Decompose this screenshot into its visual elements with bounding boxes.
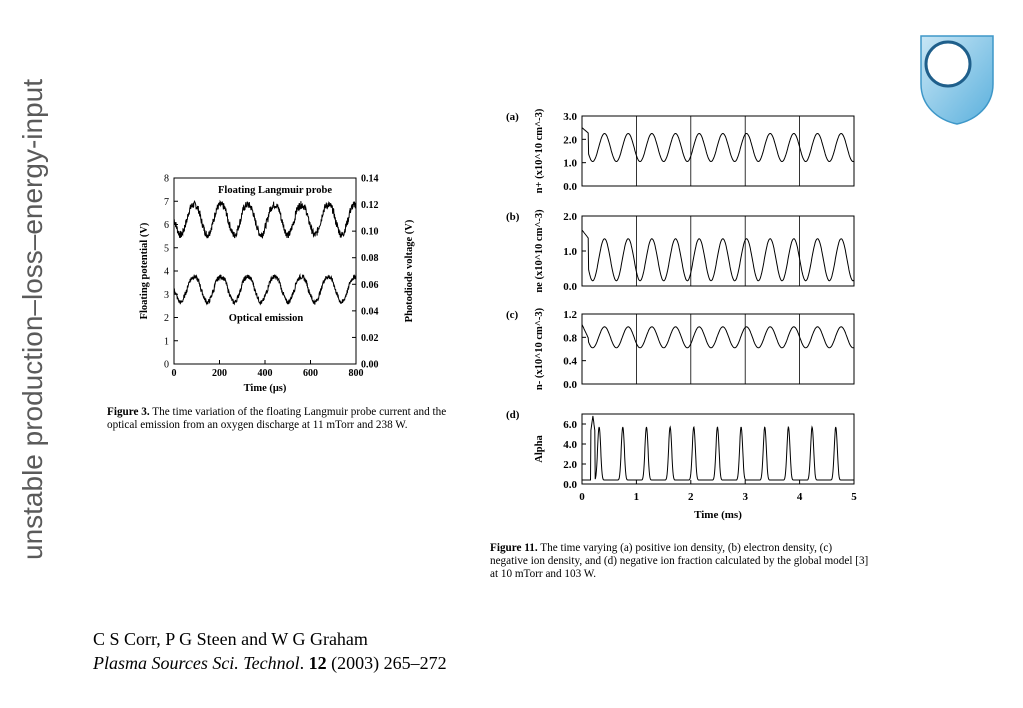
figure11-panel-label: (b) — [506, 211, 520, 223]
citation-volume: 12 — [308, 653, 327, 673]
figure3-ytick-label: 5 — [164, 243, 169, 255]
figure3-y2tick-label: 0.00 — [361, 359, 379, 371]
figure11-chart — [500, 104, 880, 534]
figure11-xlabel: Time (ms) — [694, 509, 742, 521]
figure11-series-line — [582, 230, 854, 281]
figure11-xtick-label: 5 — [851, 491, 857, 503]
figure3-ytick-label: 2 — [164, 313, 169, 324]
university-shield-logo — [918, 34, 996, 126]
figure3-ytick-label: 1 — [164, 336, 169, 348]
figure11-xtick-label: 1 — [633, 491, 640, 503]
citation-authors: C S Corr, P G Steen and W G Graham — [93, 629, 368, 649]
figure3-ytick-label: 3 — [164, 289, 169, 301]
figure3-ytick-label: 4 — [164, 266, 169, 278]
figure3-y2tick-label: 0.08 — [361, 253, 379, 265]
figure3-xtick-label: 200 — [212, 368, 227, 379]
figure11-ytick-label: 0.0 — [563, 379, 577, 391]
citation-rest: (2003) 265–272 — [326, 653, 447, 673]
figure11-ytick-label: 4.0 — [563, 439, 577, 451]
figure3-caption — [107, 406, 457, 432]
figure3-caption-label: Figure 3. — [107, 406, 150, 418]
figure3-y2tick-label: 0.10 — [361, 226, 379, 238]
figure11-ytick-label: 0.4 — [563, 355, 577, 368]
figure11-ylabel: Alpha — [534, 435, 545, 463]
figure11-series-line — [582, 325, 854, 348]
figure11-panel-label: (c) — [506, 309, 519, 321]
figure11-panel-label: (d) — [506, 409, 520, 421]
figure11-xtick-label: 4 — [796, 491, 803, 503]
figure11-ytick-label: 2.0 — [563, 459, 577, 471]
figure3-ytick-label: 8 — [164, 173, 169, 185]
figure11-panel-frame — [582, 314, 854, 384]
side-title: unstable production–loss–energy-input — [17, 79, 48, 560]
figure3-chart — [130, 170, 430, 402]
figure11-ytick-label: 2.0 — [563, 134, 577, 147]
figure11-ytick-label: 0.0 — [563, 181, 577, 193]
figure3-y2tick-label: 0.14 — [361, 173, 379, 185]
citation — [93, 627, 447, 675]
citation-reference — [93, 651, 447, 675]
figure11-panel-frame — [582, 116, 854, 186]
figure3-xtick-label: 0 — [171, 368, 177, 379]
figure3-ytick-label: 6 — [164, 220, 169, 231]
figure3-series-label: Floating Langmuir probe — [218, 185, 332, 197]
figure11-ytick-label: 0.8 — [563, 332, 577, 345]
figure3-y2tick-label: 0.12 — [361, 200, 379, 212]
figure11-caption-label: Figure 11. — [490, 542, 538, 554]
figure11-xtick-label: 0 — [579, 491, 585, 503]
figure11-ytick-label: 1.2 — [563, 309, 577, 321]
figure3-ylabel: Floating potential (V) — [139, 222, 150, 320]
figure3-caption-text: The time variation of the floating Langmuir probe current and the optical emission from an oxygen discharge at 11 mTorr and 238 W. — [107, 406, 447, 431]
figure3-ytick-label: 0 — [164, 359, 169, 371]
figure11-ytick-label: 1.0 — [563, 157, 577, 170]
figure11-ytick-label: 3.0 — [563, 111, 577, 123]
figure3-y2tick-label: 0.06 — [361, 279, 379, 291]
figure11-caption — [490, 542, 870, 581]
figure11-series-line — [582, 128, 854, 162]
figure3-series-line — [174, 275, 356, 305]
figure11-xtick-label: 2 — [688, 491, 694, 503]
citation-journal: Plasma Sources Sci. Technol — [93, 653, 300, 673]
figure3-y2tick-label: 0.04 — [361, 306, 379, 318]
figure3-xtick-label: 800 — [348, 368, 364, 379]
figure11-panel-label: (a) — [506, 111, 519, 123]
figure11-ytick-label: 1.0 — [563, 246, 577, 258]
figure11-ytick-label: 0.0 — [563, 479, 577, 491]
figure11-series-line — [582, 416, 854, 480]
figure3-series-label: Optical emission — [228, 312, 304, 324]
figure11-ylabel: ne (x10^10 cm^-3) — [534, 209, 545, 293]
figure11-ylabel: n- (x10^10 cm^-3) — [534, 307, 545, 391]
figure11-xtick-label: 3 — [742, 491, 748, 503]
citation-separator: . — [299, 653, 309, 673]
figure3-xlabel: Time (μs) — [243, 383, 287, 394]
figure11-ytick-label: 6.0 — [563, 419, 577, 431]
figure11-caption-text: The time varying (a) positive ion density, (b) electron density, (c) negative ion density, and (d) negative ion fraction calculated by the global model [3] at 10 mTorr and 103 W. — [490, 542, 869, 580]
figure11-ylabel: n+ (x10^10 cm^-3) — [534, 108, 545, 194]
figure3-y2label: Photodiode voltage (V) — [404, 219, 415, 323]
figure3-xtick-label: 600 — [303, 368, 318, 379]
figure3-xtick-label: 400 — [257, 368, 273, 379]
figure3-y2tick-label: 0.02 — [361, 332, 379, 344]
figure3-series-line — [174, 201, 356, 238]
figure3-ytick-label: 7 — [164, 196, 169, 208]
figure11-ytick-label: 2.0 — [563, 211, 577, 223]
figure11-ytick-label: 0.0 — [563, 281, 577, 293]
